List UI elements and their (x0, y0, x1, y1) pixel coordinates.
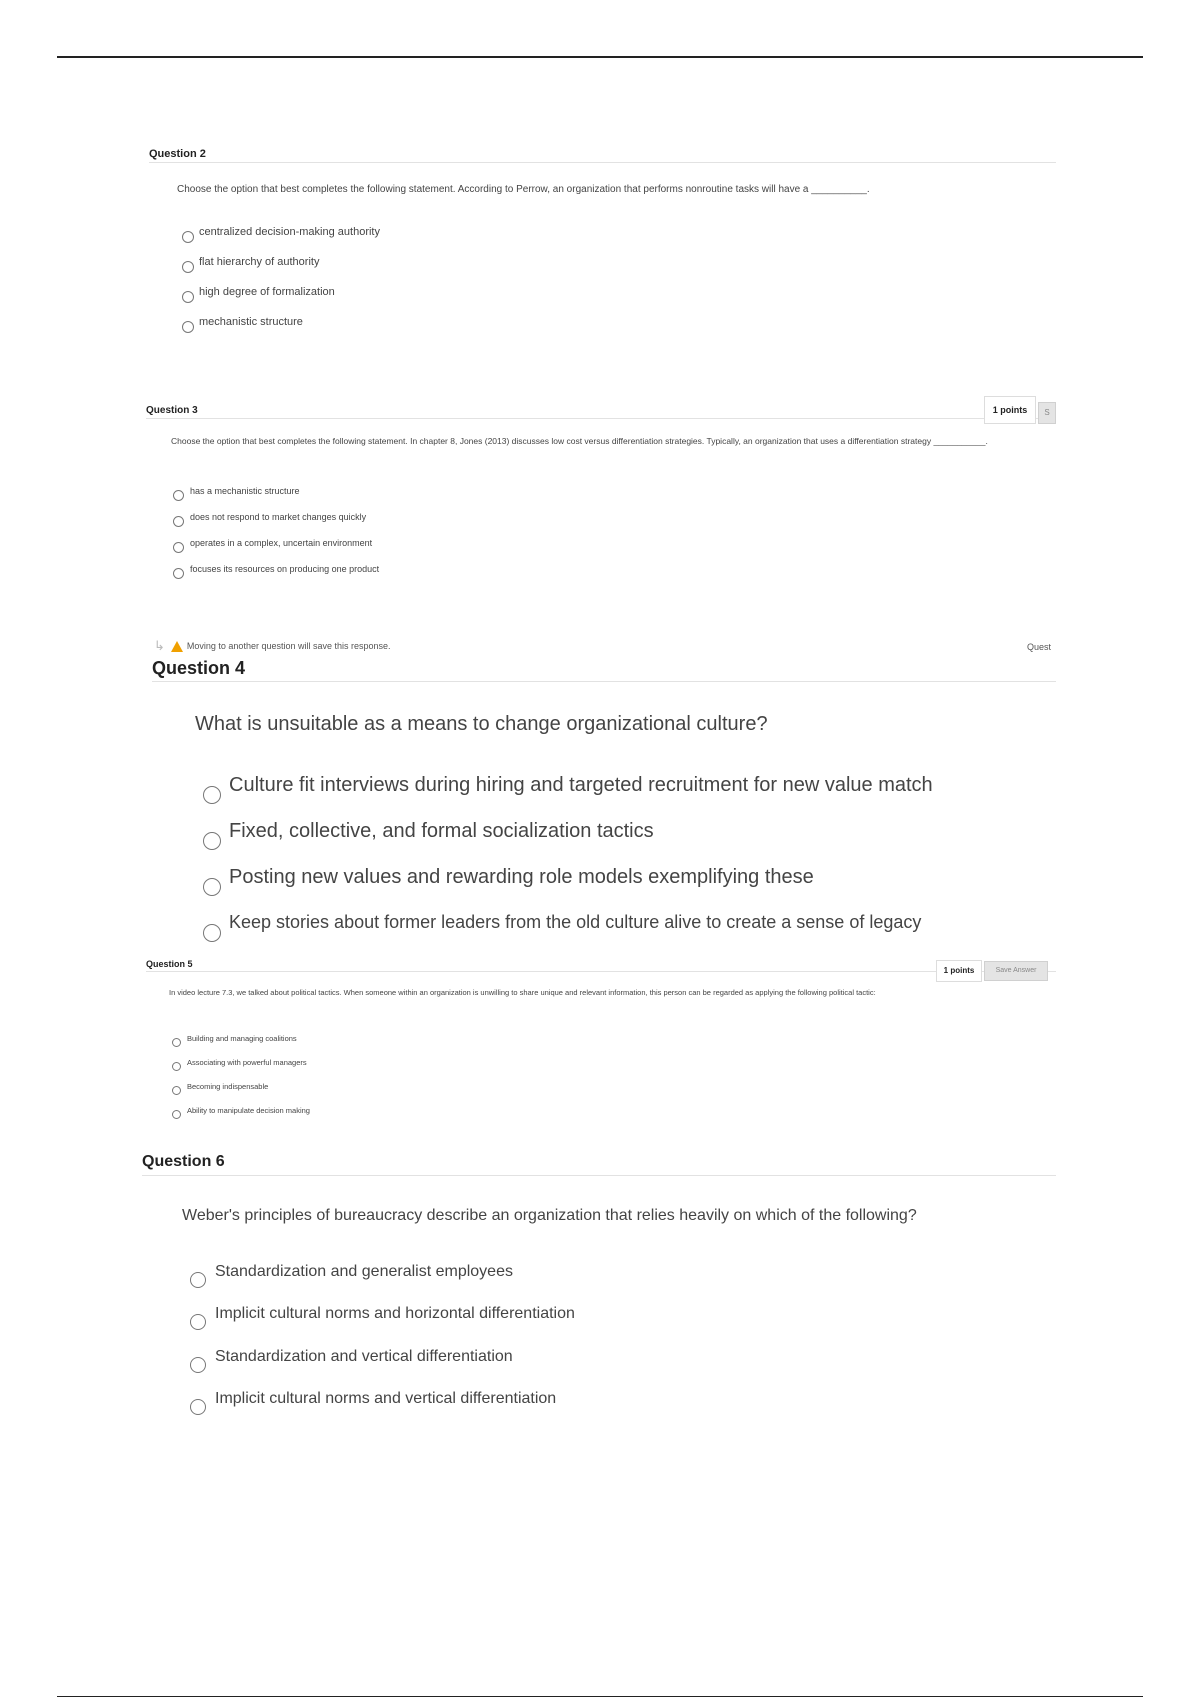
answer-label: Associating with powerful managers (187, 1058, 307, 1067)
question-title: Question 4 (152, 658, 246, 678)
question-5 (146, 958, 1056, 1128)
answer-label: Implicit cultural norms and vertical differentiation (215, 1390, 557, 1407)
question-title: Question 5 (146, 959, 193, 969)
question-text: Choose the option that best completes the following statement. In chapter 8, Jones (2013) discusses low cost versus differentiation strategies. Typically, an organization that uses a differentiation strategy ___________. (171, 436, 988, 446)
radio-button[interactable] (203, 878, 221, 896)
radio-button[interactable] (190, 1314, 206, 1330)
answer-label: mechanistic structure (199, 316, 303, 328)
answer-label: does not respond to market changes quickly (190, 512, 367, 522)
answer-label: Ability to manipulate decision making (187, 1106, 310, 1115)
radio-button[interactable] (173, 516, 184, 527)
radio-button[interactable] (172, 1110, 181, 1119)
radio-button[interactable] (190, 1357, 206, 1373)
warning-icon (171, 641, 183, 652)
answer-option[interactable] (173, 538, 372, 553)
question-nav-link[interactable]: Quest (1027, 642, 1052, 652)
answer-option[interactable] (173, 486, 300, 501)
radio-button[interactable] (172, 1062, 181, 1071)
radio-button[interactable] (190, 1399, 206, 1415)
radio-button[interactable] (173, 490, 184, 501)
answer-label: Posting new values and rewarding role models exemplifying these (229, 866, 814, 888)
return-arrow-icon: ↳ (154, 638, 165, 653)
save-answer-button[interactable]: Save Answer (984, 961, 1048, 981)
question-text: Choose the option that best completes the following statement. According to Perrow, an organization that performs nonroutine tasks will have a __________. (177, 184, 870, 195)
question-header (146, 958, 1056, 972)
answer-option[interactable] (172, 1106, 310, 1119)
warning-text: Moving to another question will save this response. (186, 641, 391, 651)
radio-button[interactable] (173, 568, 184, 579)
page-bottom-rule (57, 1696, 1143, 1697)
radio-button[interactable] (182, 261, 194, 273)
answer-label: flat hierarchy of authority (199, 256, 320, 268)
question-title: Question 6 (142, 1153, 225, 1170)
question-4 (152, 658, 1056, 948)
answer-label: Implicit cultural norms and horizontal differentiation (215, 1305, 575, 1322)
question-header (146, 402, 1056, 419)
answer-option[interactable] (203, 774, 933, 804)
question-text: Weber's principles of bureaucracy describe an organization that relies heavily on which of the following? (182, 1207, 917, 1224)
points-badge: 1 points (936, 960, 982, 982)
answer-option[interactable] (190, 1390, 556, 1415)
answer-label: operates in a complex, uncertain environment (190, 538, 373, 548)
answer-option[interactable] (190, 1263, 513, 1288)
answer-option[interactable] (182, 226, 380, 243)
page-top-rule (57, 56, 1143, 58)
answer-label: Fixed, collective, and formal socialization tactics (229, 820, 654, 842)
answer-label: Culture fit interviews during hiring and targeted recruitment for new value match (229, 774, 933, 796)
radio-button[interactable] (182, 231, 194, 243)
radio-button[interactable] (203, 832, 221, 850)
answer-option[interactable] (203, 912, 921, 942)
answer-option[interactable] (172, 1058, 307, 1071)
answer-option[interactable] (203, 820, 654, 850)
radio-button[interactable] (172, 1086, 181, 1095)
question-3 (146, 402, 1056, 662)
question-header (149, 146, 1056, 163)
answer-option[interactable] (190, 1348, 513, 1373)
question-text: In video lecture 7.3, we talked about political tactics. When someone within an organization is unwilling to share unique and relevant information, this person can be regarded as applying the following political tactic: (169, 988, 876, 997)
answer-label: Becoming indispensable (187, 1082, 269, 1091)
answer-option[interactable] (182, 286, 335, 303)
answer-option[interactable] (203, 866, 814, 896)
radio-button[interactable] (173, 542, 184, 553)
answer-label: Keep stories about former leaders from the old culture alive to create a sense of legacy (229, 912, 922, 932)
question-2 (149, 146, 1056, 376)
points-badge: 1 points (984, 396, 1036, 424)
answer-option[interactable] (172, 1034, 297, 1047)
answer-label: has a mechanistic structure (190, 486, 300, 496)
radio-button[interactable] (182, 321, 194, 333)
question-6 (142, 1153, 1056, 1423)
answer-label: centralized decision-making authority (199, 226, 380, 238)
answer-label: high degree of formalization (199, 286, 335, 298)
answer-option[interactable] (173, 512, 366, 527)
answer-label: Building and managing coalitions (187, 1034, 297, 1043)
question-title: Question 2 (149, 148, 206, 160)
radio-button[interactable] (203, 786, 221, 804)
answer-label: Standardization and vertical differentiation (215, 1348, 513, 1365)
question-header (142, 1153, 1056, 1176)
radio-button[interactable] (182, 291, 194, 303)
radio-button[interactable] (190, 1272, 206, 1288)
question-title: Question 3 (146, 405, 198, 416)
answer-label: focuses its resources on producing one product (190, 564, 380, 574)
answer-option[interactable] (182, 256, 319, 273)
answer-option[interactable] (172, 1082, 268, 1095)
answer-label: Standardization and generalist employees (215, 1263, 513, 1280)
radio-button[interactable] (172, 1038, 181, 1047)
question-text: What is unsuitable as a means to change organizational culture? (195, 713, 768, 735)
save-warning (154, 638, 391, 654)
save-answer-button[interactable]: S (1038, 402, 1056, 424)
answer-option[interactable] (190, 1305, 575, 1330)
answer-option[interactable] (182, 316, 303, 333)
answer-option[interactable] (173, 564, 379, 579)
radio-button[interactable] (203, 924, 221, 942)
question-header (152, 658, 1056, 682)
